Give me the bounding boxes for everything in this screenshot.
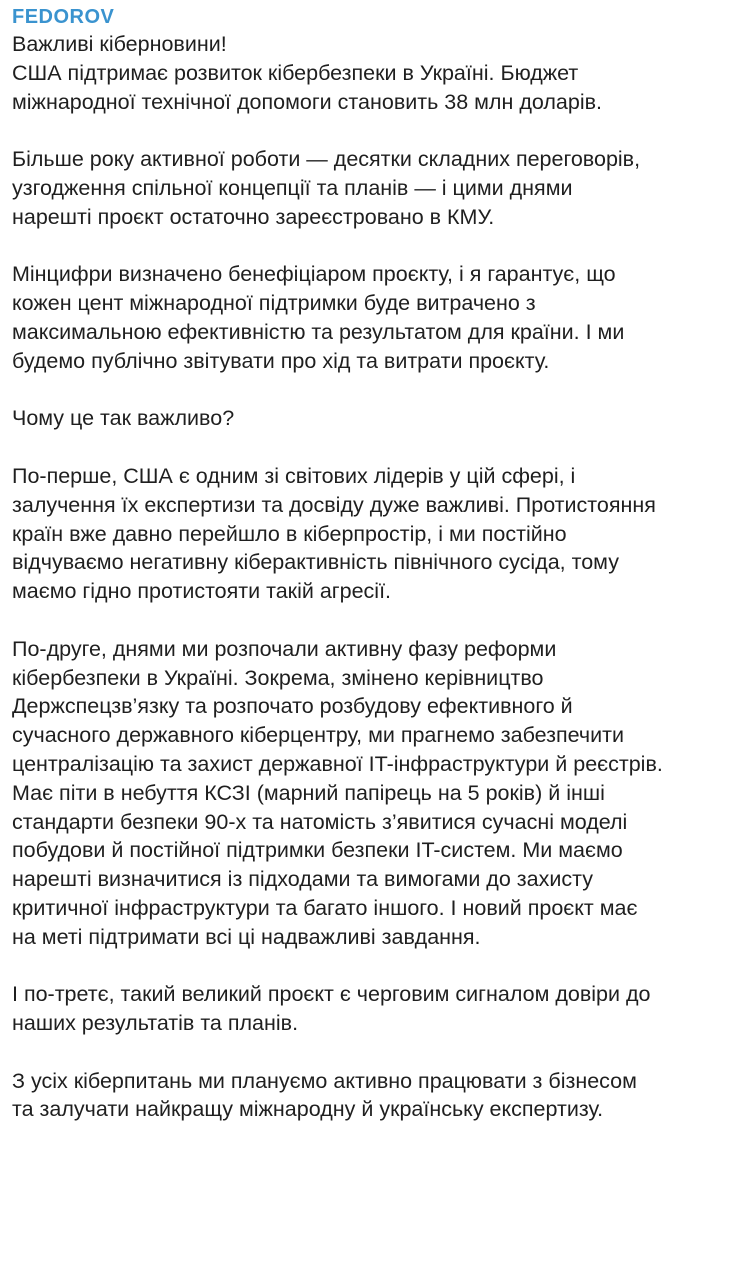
- message-paragraph: [12, 1067, 740, 1125]
- message-line: будемо публічно звітувати про хід та витрати проєкту.: [12, 348, 550, 373]
- message-text: [12, 30, 740, 1124]
- message-line: залучення їх експертизи та досвіду дуже важливі. Протистояння: [12, 492, 656, 517]
- message-line: І по-третє, такий великий проєкт є черговим сигналом довіри до: [12, 982, 651, 1007]
- message-line: максимальною ефективністю та результатом для країни. І ми: [12, 319, 625, 344]
- message-line: З усіх кіберпитань ми плануємо активно працювати з бізнесом: [12, 1068, 637, 1093]
- author-name[interactable]: FEDOROV: [12, 6, 115, 28]
- message-line: побудови й постійної підтримки безпеки IT-систем. Ми маємо: [12, 838, 623, 863]
- message-line: США підтримає розвиток кібербезпеки в Україні. Бюджет: [12, 60, 579, 85]
- message-line: на меті підтримати всі ці надважливі завдання.: [12, 924, 481, 949]
- message-paragraph: [12, 462, 740, 606]
- message-line: відчуваємо негативну кіберактивність північного сусіда, тому: [12, 550, 619, 575]
- message-paragraph: [12, 30, 740, 116]
- message-line: Мінцифри визначено бенефіціаром проєкту, і я гарантує, що: [12, 262, 616, 287]
- message-line: критичної інфраструктури та багато іншого. І новий проєкт має: [12, 895, 638, 920]
- message-line: Важливі кіберновини!: [12, 32, 227, 56]
- message-line: Більше року активної роботи — десятки складних переговорів,: [12, 147, 641, 172]
- message-line: Чому це так важливо?: [12, 406, 235, 431]
- message-line: маємо гідно протистояти такій агресії.: [12, 579, 392, 604]
- message-line: централізацію та захист державної IT-інфраструктури й реєстрів.: [12, 751, 663, 776]
- message-line: та залучати найкращу міжнародну й українську експертизу.: [12, 1097, 604, 1122]
- message-paragraph: [12, 404, 740, 433]
- message-line: По-перше, США є одним зі світових лідерів у цій сфері, і: [12, 463, 576, 488]
- message-line: країн вже давно перейшло в кіберпростір, і ми постійно: [12, 521, 567, 546]
- message-line: Має піти в небуття КСЗІ (марний папірець на 5 років) й інші: [12, 780, 605, 805]
- message-paragraph: [12, 145, 740, 231]
- message-line: міжнародної технічної допомоги становить 38 млн доларів.: [12, 89, 602, 114]
- message-line: кожен цент міжнародної підтримки буде витрачено з: [12, 291, 536, 316]
- message-line: кібербезпеки в Україні. Зокрема, змінено керівництво: [12, 665, 544, 690]
- message-paragraph: [12, 635, 740, 952]
- message-line: Держспецзв’язку та розпочато розбудову ефективного й: [12, 694, 573, 719]
- message-paragraph: [12, 980, 740, 1038]
- message-line: По-друге, днями ми розпочали активну фазу реформи: [12, 636, 557, 661]
- message-line: нарешті проєкт остаточно зареєстровано в КМУ.: [12, 204, 495, 229]
- message-paragraph: [12, 260, 740, 375]
- message-line: нарешті визначитися із підходами та вимогами до захисту: [12, 867, 593, 892]
- message-line: наших результатів та планів.: [12, 1011, 299, 1036]
- message-line: стандарти безпеки 90-х та натомість з’явитися сучасні моделі: [12, 809, 628, 834]
- message-line: сучасного державного кіберцентру, ми прагнемо забезпечити: [12, 723, 624, 748]
- message-line: узгодження спільної концепції та планів — і цими днями: [12, 175, 573, 200]
